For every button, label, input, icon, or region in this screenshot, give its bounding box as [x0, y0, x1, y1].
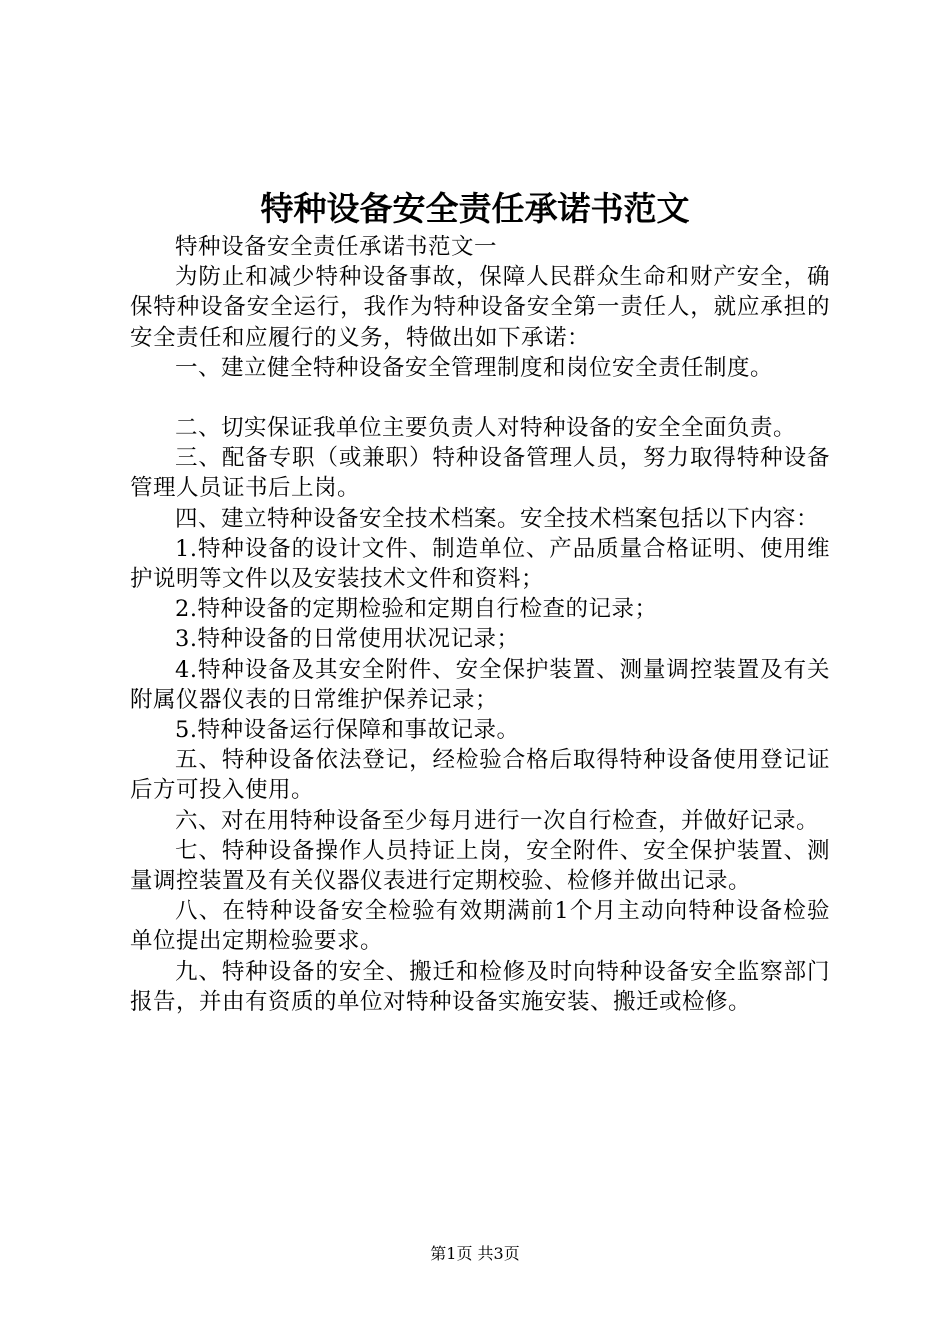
paragraph-subitem-1: 1.特种设备的设计文件、制造单位、产品质量合格证明、使用维护说明等文件以及安装技术文件和资料； [130, 535, 830, 593]
paragraph-item-6: 六、对在用特种设备至少每月进行一次自行检查，并做好记录。 [175, 807, 820, 834]
paragraph-item-9: 九、特种设备的安全、搬迁和检修及时向特种设备安全监察部门报告，并由有资质的单位对特种设备实施安装、搬迁或检修。 [130, 958, 830, 1015]
paragraph-subitem-2: 2.特种设备的定期检验和定期自行检查的记录； [175, 596, 658, 623]
paragraph-intro: 为防止和减少特种设备事故，保障人民群众生命和财产安全，确保特种设备安全运行，我作为特种设备安全第一责任人，就应承担的安全责任和应履行的义务，特做出如下承诺： [130, 264, 830, 351]
document-body [130, 232, 830, 1017]
paragraph-subitem-5: 5.特种设备运行保障和事故记录。 [175, 717, 520, 744]
paragraph-subitem-4: 4.特种设备及其安全附件、安全保护装置、测量调控装置及有关附属仪器仪表的日常维护保养记录； [130, 656, 830, 713]
paragraph-item-8: 八、在特种设备安全检验有效期满前1个月主动向特种设备检验单位提出定期检验要求。 [130, 898, 830, 955]
paragraph-spacer [130, 383, 830, 413]
paragraph-subtitle: 特种设备安全责任承诺书范文一 [175, 234, 498, 260]
paragraph-item-5: 五、特种设备依法登记，经检验合格后取得特种设备使用登记证后方可投入使用。 [130, 747, 830, 804]
paragraph-item-7: 七、特种设备操作人员持证上岗，安全附件、安全保护装置、测量调控装置及有关仪器仪表进行定期校验、检修并做出记录。 [130, 837, 830, 895]
page-footer: 第1页 共3页 [430, 1244, 520, 1263]
paragraph-item-2: 二、切实保证我单位主要负责人对特种设备的安全全面负责。 [175, 415, 797, 442]
paragraph-item-3: 三、配备专职（或兼职）特种设备管理人员，努力取得特种设备管理人员证书后上岗。 [130, 445, 830, 502]
paragraph-item-1: 一、建立健全特种设备安全管理制度和岗位安全责任制度。 [175, 354, 774, 381]
paragraph-subitem-3: 3.特种设备的日常使用状况记录； [175, 626, 520, 653]
document-title: 特种设备安全责任承诺书范文 [260, 189, 690, 228]
paragraph-item-4: 四、建立特种设备安全技术档案。安全技术档案包括以下内容： [175, 505, 820, 532]
